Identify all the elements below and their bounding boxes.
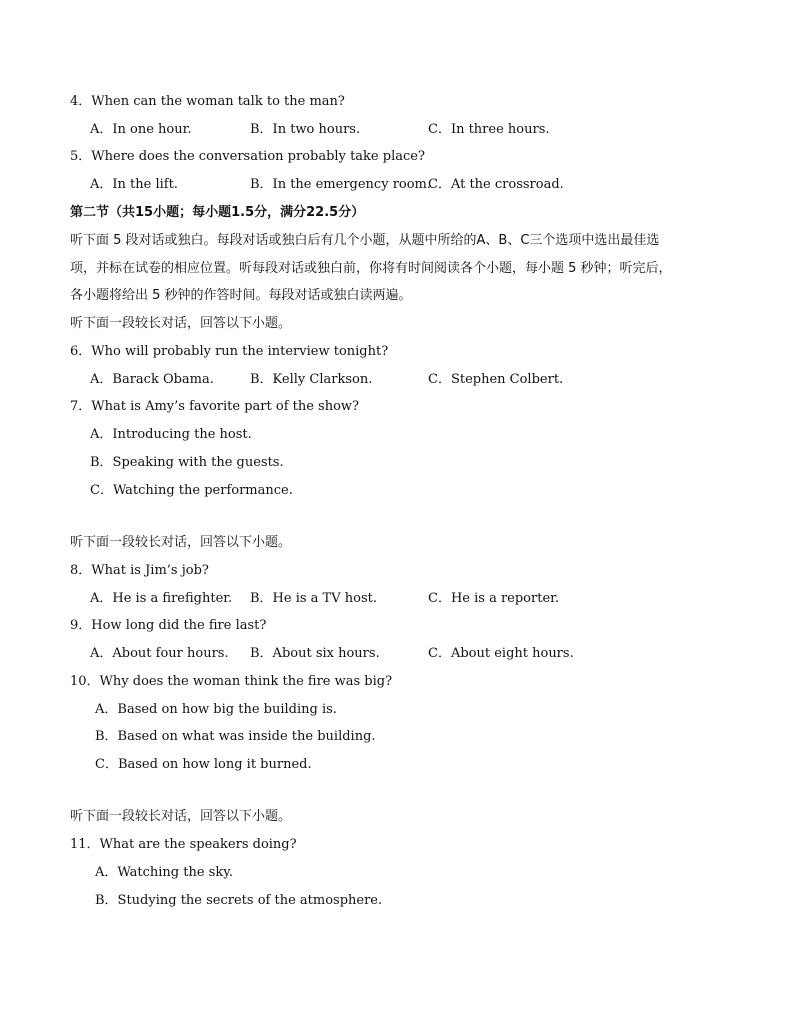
question-9: 9．How long did the fire last? (70, 618, 267, 633)
q5-option-b: B．In the emergency room. (250, 177, 432, 192)
section-2-instructions-line-2: 项，并标在试卷的相应位置。听每段对话或独白前，你将有时间阅读各个小题，每小题 5 秒钟；听完后， (70, 261, 672, 276)
q10-option-c: C．Based on how long it burned. (95, 757, 312, 772)
q9-option-b: B．About six hours. (250, 646, 380, 661)
q6-option-b: B．Kelly Clarkson. (250, 372, 373, 387)
q7-option-b: B．Speaking with the guests. (90, 455, 284, 470)
q5-option-c: C．At the crossroad. (428, 177, 564, 192)
q10-option-a: A．Based on how big the building is. (95, 702, 337, 717)
q4-option-b: B．In two hours. (250, 122, 361, 137)
q9-option-a: A．About four hours. (90, 646, 229, 661)
dialogue-prompt-2: 听下面一段较长对话，回答以下小题。 (70, 535, 292, 550)
q8-option-a: A．He is a firefighter. (90, 591, 233, 606)
q9-option-c: C．About eight hours. (428, 646, 574, 661)
q8-option-c: C．He is a reporter. (428, 591, 560, 606)
section-2-instructions-line-1: 听下面 5 段对话或独白。每段对话或独白后有几个小题，从题中所给的A、B、C三个选项中选出最佳选 (70, 233, 660, 248)
q11-option-a: A．Watching the sky. (95, 865, 233, 880)
section-2-instructions-line-3: 各小题将给出 5 秒钟的作答时间。每段对话或独白读两遍。 (70, 288, 412, 303)
question-7: 7．What is Amy’s favorite part of the show? (70, 399, 360, 414)
question-11: 11．What are the speakers doing? (70, 837, 297, 852)
q6-option-c: C．Stephen Colbert. (428, 372, 564, 387)
q11-option-b: B．Studying the secrets of the atmosphere. (95, 893, 383, 908)
dialogue-prompt-1: 听下面一段较长对话，回答以下小题。 (70, 316, 292, 331)
question-5: 5．Where does the conversation probably take place? (70, 149, 425, 164)
question-10: 10．Why does the woman think the fire was big? (70, 674, 393, 689)
question-6: 6．Who will probably run the interview tonight? (70, 344, 389, 359)
q5-option-a: A．In the lift. (90, 177, 178, 192)
q7-option-c: C．Watching the performance. (90, 483, 293, 498)
question-4: 4．When can the woman talk to the man? (70, 94, 345, 109)
q7-option-a: A．Introducing the host. (90, 427, 252, 442)
section-2-heading: 第二节（共15小题；每小题1.5分，满分22.5分） (70, 205, 365, 220)
q4-option-a: A．In one hour. (90, 122, 192, 137)
dialogue-prompt-3: 听下面一段较长对话，回答以下小题。 (70, 809, 292, 824)
q6-option-a: A．Barack Obama. (90, 372, 214, 387)
question-8: 8．What is Jim’s job? (70, 563, 209, 578)
q8-option-b: B．He is a TV host. (250, 591, 377, 606)
q10-option-b: B．Based on what was inside the building. (95, 729, 376, 744)
q4-option-c: C．In three hours. (428, 122, 550, 137)
